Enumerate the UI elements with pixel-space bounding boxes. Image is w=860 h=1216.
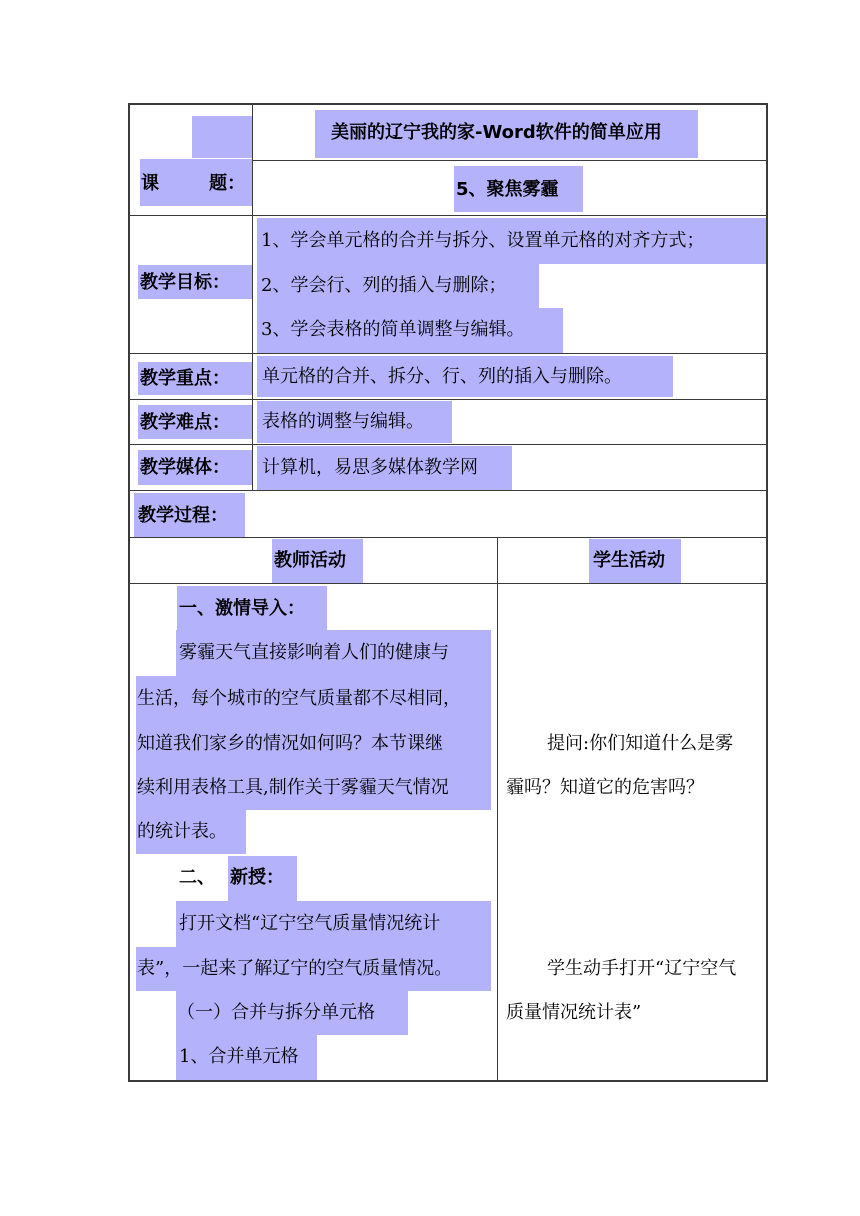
teacher-para1-line: 续利用表格工具,制作关于雾霾天气情况 [137, 777, 449, 798]
student-activity-line: 提问:你们知道什么是雾 [547, 733, 734, 754]
table-border-left [128, 103, 130, 1082]
student-activity-line: 质量情况统计表” [506, 1002, 642, 1023]
table-row-line [128, 444, 768, 445]
teacher-para1-line: 知道我们家乡的情况如何吗？本节课继 [137, 733, 443, 754]
difficulties-value: 表格的调整与编辑。 [262, 411, 424, 432]
table-border-top [128, 103, 768, 105]
objective-item: 3、学会表格的简单调整与编辑。 [261, 319, 525, 340]
teacher-section1-heading: 一、激情导入： [179, 598, 305, 619]
table-divider-activities [497, 537, 498, 1081]
difficulties-label: 教学难点： [140, 412, 230, 433]
objectives-label: 教学目标： [140, 272, 230, 293]
teacher-section2-number: 二、 [179, 867, 215, 888]
key-points-value: 单元格的合并、拆分、行、列的插入与删除。 [262, 366, 622, 387]
highlight [192, 116, 252, 158]
table-row-line [128, 215, 768, 216]
table-row-line [128, 583, 768, 584]
student-activity-line: 学生动手打开“辽宁空气 [547, 958, 737, 979]
teacher-subsection: （一）合并与拆分单元格 [177, 1002, 375, 1023]
table-border-bottom [128, 1080, 768, 1082]
teacher-para1-line: 雾霾天气直接影响着人们的健康与 [179, 642, 449, 663]
teacher-column-header: 教师活动 [274, 550, 346, 571]
lesson-title: 美丽的辽宁我的家-Word软件的简单应用 [331, 122, 662, 143]
teacher-para2-line: 打开文档“辽宁空气质量情况统计 [179, 913, 441, 934]
student-activity-line: 霾吗？知道它的危害吗？ [506, 777, 704, 798]
key-points-label: 教学重点： [140, 368, 230, 389]
table-divider-label-column [252, 103, 253, 490]
topic-label: 课 题： [141, 173, 246, 194]
teacher-para2-line: 表”，一起来了解辽宁的空气质量情况。 [137, 958, 453, 979]
table-row-line [128, 490, 768, 491]
objective-item: 1、学会单元格的合并与拆分、设置单元格的对齐方式； [261, 230, 705, 251]
lesson-subtitle: 5、聚焦雾霾 [456, 179, 559, 200]
teacher-para1-line: 的统计表。 [137, 821, 227, 842]
teacher-section2-heading: 新授： [230, 867, 284, 888]
media-label: 教学媒体： [140, 457, 230, 478]
student-column-header: 学生活动 [593, 550, 665, 571]
table-divider-title [252, 160, 767, 161]
teacher-subsection-item: 1、合并单元格 [179, 1046, 299, 1067]
objective-item: 2、学会行、列的插入与删除； [261, 275, 507, 296]
teacher-para1-line: 生活，每个城市的空气质量都不尽相同， [137, 688, 461, 709]
process-label: 教学过程： [138, 505, 228, 526]
table-row-line [128, 399, 768, 400]
media-value: 计算机，易思多媒体教学网 [262, 457, 478, 478]
table-border-right [766, 103, 768, 1082]
table-row-line [128, 537, 768, 538]
table-row-line [128, 353, 768, 354]
